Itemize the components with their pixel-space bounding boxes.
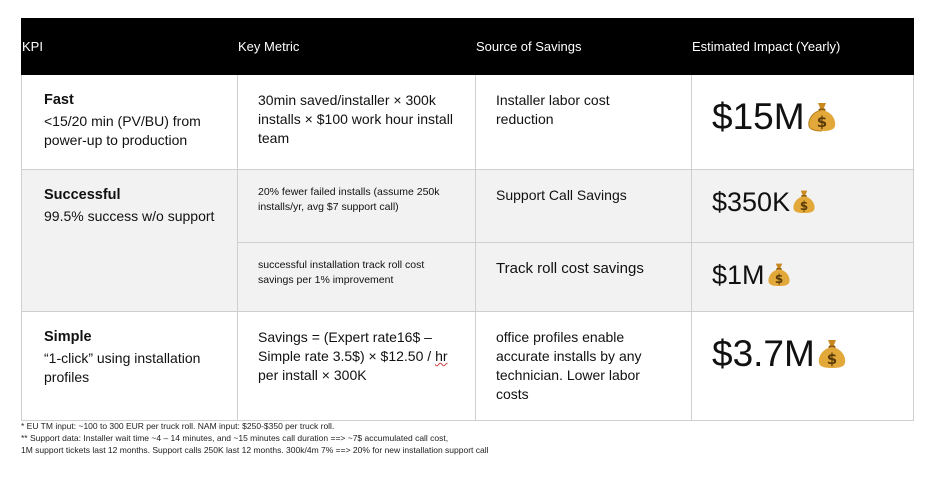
kpi-title: Fast (44, 92, 74, 108)
impact-cell (692, 312, 914, 421)
source-text: Installer labor cost reduction (496, 92, 610, 127)
header-impact: Estimated Impact (Yearly) (692, 19, 914, 75)
table-row (22, 312, 914, 421)
spelling-underline: hr (435, 348, 448, 364)
impact-value: $350K (712, 187, 791, 217)
source-cell (476, 170, 692, 243)
source-text: Support Call Savings (496, 187, 627, 203)
metric-text: successful installation track roll cost savings per 1% improvement (258, 259, 425, 286)
metric-text-part: Savings = (Expert rate16$ – Simple rate 3.5$) × $12.50 / (258, 329, 432, 364)
footnotes (21, 420, 489, 456)
source-text: Track roll cost savings (496, 260, 644, 277)
source-text: office profiles enable accurate installs by any technician. Lower labor costs (496, 329, 642, 402)
header-row (22, 19, 914, 75)
svg-text:$: $ (816, 113, 827, 131)
impact-cell (692, 75, 914, 170)
impact-value: $1M (712, 260, 765, 290)
kpi-title: Successful (44, 187, 121, 203)
kpi-description: <15/20 min (PV/BU) from power-up to production (44, 113, 201, 148)
kpi-cell (22, 170, 238, 312)
source-cell (476, 75, 692, 170)
kpi-table (21, 18, 914, 421)
kpi-cell (22, 75, 238, 170)
metric-cell (238, 312, 476, 421)
money-bag-icon (817, 337, 847, 374)
header-source: Source of Savings (476, 19, 692, 75)
header-kpi: KPI (22, 19, 238, 75)
footnote: * EU TM input: ~100 to 300 EUR per truck roll. NAM input: $250-$350 per truck roll. (21, 421, 335, 431)
kpi-title: Simple (44, 329, 92, 345)
kpi-description: “1-click” using installation profiles (44, 350, 201, 385)
header-key-metric: Key Metric (238, 19, 476, 75)
metric-cell (238, 170, 476, 243)
footnote: ** Support data: Installer wait time ~4 – 14 minutes, and ~15 minutes call duration ==> ~7$ accumulated call cost, (21, 433, 449, 443)
money-bag-icon (792, 188, 816, 219)
money-bag-icon (767, 261, 791, 292)
metric-text: 20% fewer failed installs (assume 250k installs/yr, avg $7 support call) (258, 186, 440, 213)
svg-text:$: $ (799, 198, 809, 213)
metric-text (238, 312, 475, 385)
metric-cell (238, 75, 476, 170)
impact-cell (692, 243, 914, 312)
money-bag-icon (807, 100, 837, 137)
impact-value: $15M (712, 96, 805, 137)
metric-text: 30min saved/installer × 300k installs × $100 work hour install team (258, 92, 453, 146)
table-row (22, 170, 914, 243)
metric-text-part: per install × 300K (258, 367, 367, 383)
source-cell (476, 312, 692, 421)
source-cell (476, 243, 692, 312)
table-row (22, 75, 914, 170)
svg-text:$: $ (774, 271, 783, 286)
footnote: 1M support tickets last 12 months. Support calls 250K last 12 months. 300k/4m 7% ==> 20% for new installation support call (21, 445, 489, 455)
impact-cell (692, 170, 914, 243)
kpi-description: 99.5% success w/o support (44, 208, 215, 224)
impact-value: $3.7M (712, 333, 815, 374)
metric-cell (238, 243, 476, 312)
svg-text:$: $ (826, 350, 838, 368)
kpi-cell (22, 312, 238, 421)
